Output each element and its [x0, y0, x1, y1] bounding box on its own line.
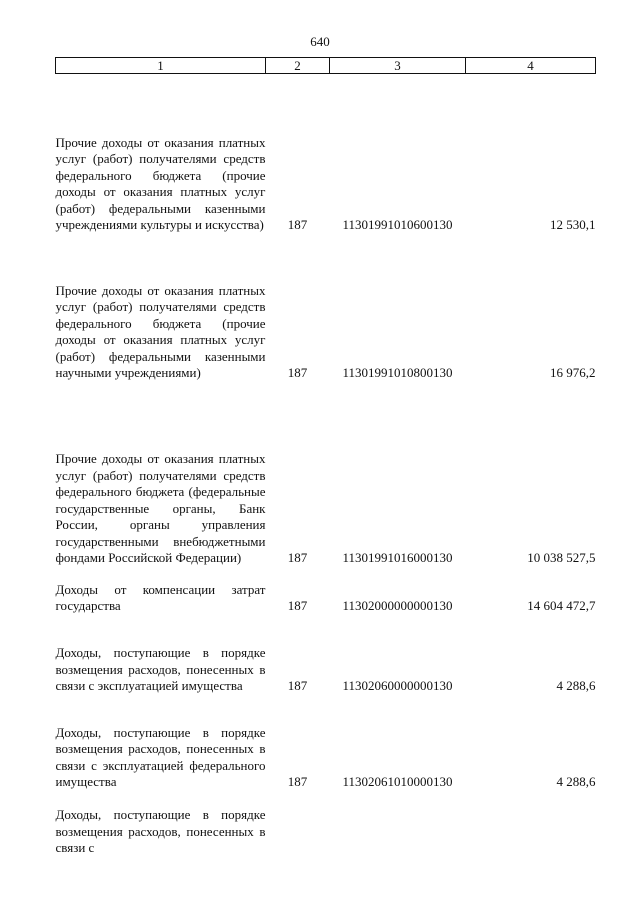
table-row — [56, 234, 596, 382]
row-amount — [466, 791, 596, 857]
row-kbk: 11301991010800130 — [342, 365, 453, 380]
row-amount: 10 038 527,5 — [527, 550, 596, 565]
column-header-2: 2 — [266, 58, 330, 74]
row-kbk: 11301991010600130 — [342, 217, 453, 232]
row-admin-code: 187 — [287, 774, 308, 789]
table-row — [56, 567, 596, 615]
column-header-1: 1 — [56, 58, 266, 74]
table-row — [56, 791, 596, 857]
table-row — [56, 695, 596, 791]
table-row — [56, 382, 596, 567]
row-name: Доходы от компенсации затрат государства — [55, 581, 266, 613]
row-kbk: 11302061010000130 — [342, 774, 453, 789]
page-number: 640 — [310, 34, 330, 49]
table-row — [56, 74, 596, 234]
row-amount: 4 288,6 — [556, 774, 596, 789]
column-header-4: 4 — [466, 58, 596, 74]
row-name: Прочие доходы от оказания платных услуг (работ) получателями средств федерального бюджета (федеральные государственные органы, Банк России, органы управления государственными внебюджетными фондами Российской Федерации) — [55, 451, 266, 565]
row-name: Доходы, поступающие в порядке возмещения расходов, понесенных в связи с эксплуатацией имущества — [55, 645, 266, 693]
row-amount: 16 976,2 — [550, 365, 596, 380]
row-amount: 14 604 472,7 — [527, 598, 596, 613]
row-kbk: 11301991016000130 — [342, 550, 453, 565]
row-admin-code: 187 — [287, 365, 308, 380]
table-header-row — [56, 58, 596, 74]
row-name: Прочие доходы от оказания платных услуг (работ) получателями средств федерального бюджета (прочие доходы от оказания платных услуг (работ) федеральными казенными научными учреждениями) — [55, 282, 266, 380]
row-kbk: 11302060000000130 — [342, 678, 453, 693]
row-amount: 12 530,1 — [550, 217, 596, 232]
row-kbk: 11302000000000130 — [342, 598, 453, 613]
column-header-3: 3 — [330, 58, 466, 74]
row-kbk — [330, 791, 466, 857]
row-name: Доходы, поступающие в порядке возмещения расходов, понесенных в связи с эксплуатацией федерального имущества — [55, 724, 266, 789]
row-amount: 4 288,6 — [556, 678, 596, 693]
row-name: Прочие доходы от оказания платных услуг (работ) получателями средств федерального бюджета (прочие доходы от оказания платных услуг (работ) федеральными казенными учреждениями культуры и искусства) — [55, 134, 266, 232]
revenue-table — [55, 57, 596, 857]
row-admin-code: 187 — [287, 678, 308, 693]
row-admin-code: 187 — [287, 217, 308, 232]
row-admin-code: 187 — [287, 598, 308, 613]
table-row — [56, 615, 596, 695]
row-name: Доходы, поступающие в порядке возмещения расходов, понесенных в связи с — [55, 807, 266, 855]
row-admin-code: 187 — [287, 550, 308, 565]
row-admin-code — [266, 791, 330, 857]
